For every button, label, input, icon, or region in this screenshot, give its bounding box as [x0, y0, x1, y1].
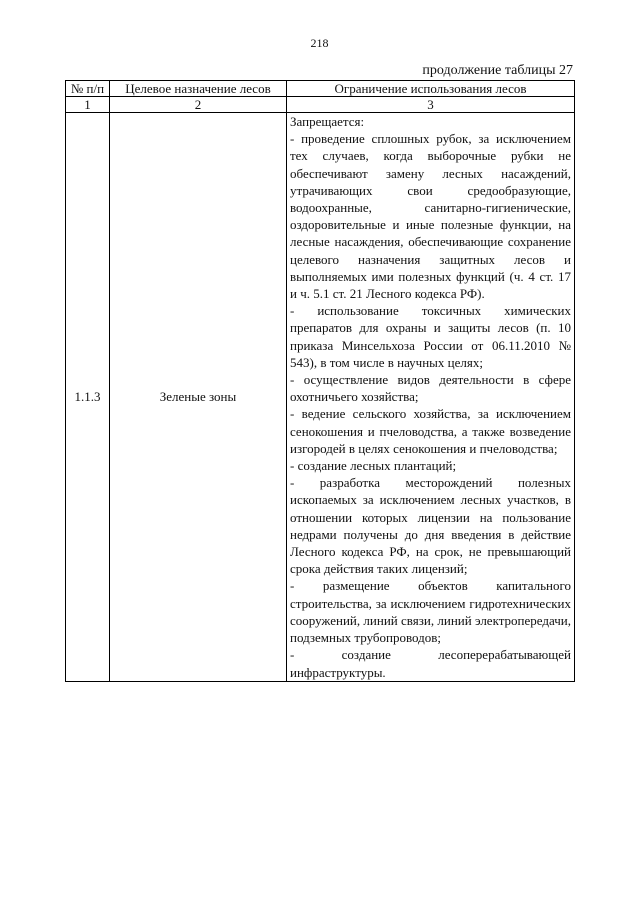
restriction-item: - ведение сельского хозяйства, за исключением сенокошения и пчеловодства, а также возведение изгородей в целях сенокошения и пчеловодства; [290, 406, 571, 456]
row-restrictions [287, 113, 575, 682]
row-purpose: Зеленые зоны [110, 113, 287, 682]
table-header-row [66, 81, 575, 97]
column-number-3: 3 [287, 97, 575, 113]
restriction-item: - разработка месторождений полезных ископаемых за исключением лесных участков, в отношении которых лицензии на пользование недрами получены до дня введения в действие Лесного кодекса РФ, на срок, не превышающий срока действия таких лицензий; [290, 475, 571, 577]
restriction-item: - проведение сплошных рубок, за исключением тех случаев, когда выборочные рубки не обеспечивают замену лесных насаждений, утрачивающих свои средообразующие, водоохранные, санитарно-гигиенические, оздоровительные и иные полезные функции, на лесные насаждения, обеспечивающие сохранение целевого назначения защитных лесов и выполняемых ими полезных функций (ч. 4 ст. 17 и ч. 5.1 ст. 21 Лесного кодекса РФ). [290, 131, 571, 302]
restriction-item: - создание лесных плантаций; [290, 458, 457, 474]
restriction-intro: Запрещается: [290, 114, 365, 129]
row-index: 1.1.3 [66, 113, 110, 682]
table-row [66, 113, 575, 682]
header-purpose: Целевое назначение лесов [110, 81, 287, 97]
column-number-row [66, 97, 575, 113]
restriction-item: - создание лесоперерабатывающей инфраструктуры. [290, 647, 571, 680]
restriction-item: - осуществление видов деятельности в сфере охотничьего хозяйства; [290, 372, 571, 405]
column-number-1: 1 [66, 97, 110, 113]
header-number: № п/п [66, 81, 110, 97]
forest-restrictions-table [65, 80, 575, 682]
table-continuation-caption: продолжение таблицы 27 [422, 63, 573, 78]
column-number-2: 2 [110, 97, 287, 113]
restriction-item: - использование токсичных химических препаратов для охраны и защиты лесов (п. 10 приказа Минсельхоза России от 06.11.2010 № 543), в том числе в научных целях; [290, 303, 571, 370]
page-number: 218 [310, 36, 329, 50]
header-restriction: Ограничение использования лесов [287, 81, 575, 97]
restriction-item: - размещение объектов капитального строительства, за исключением гидротехнических сооружений, линий связи, линий электропередачи, подземных трубопроводов; [290, 578, 571, 646]
